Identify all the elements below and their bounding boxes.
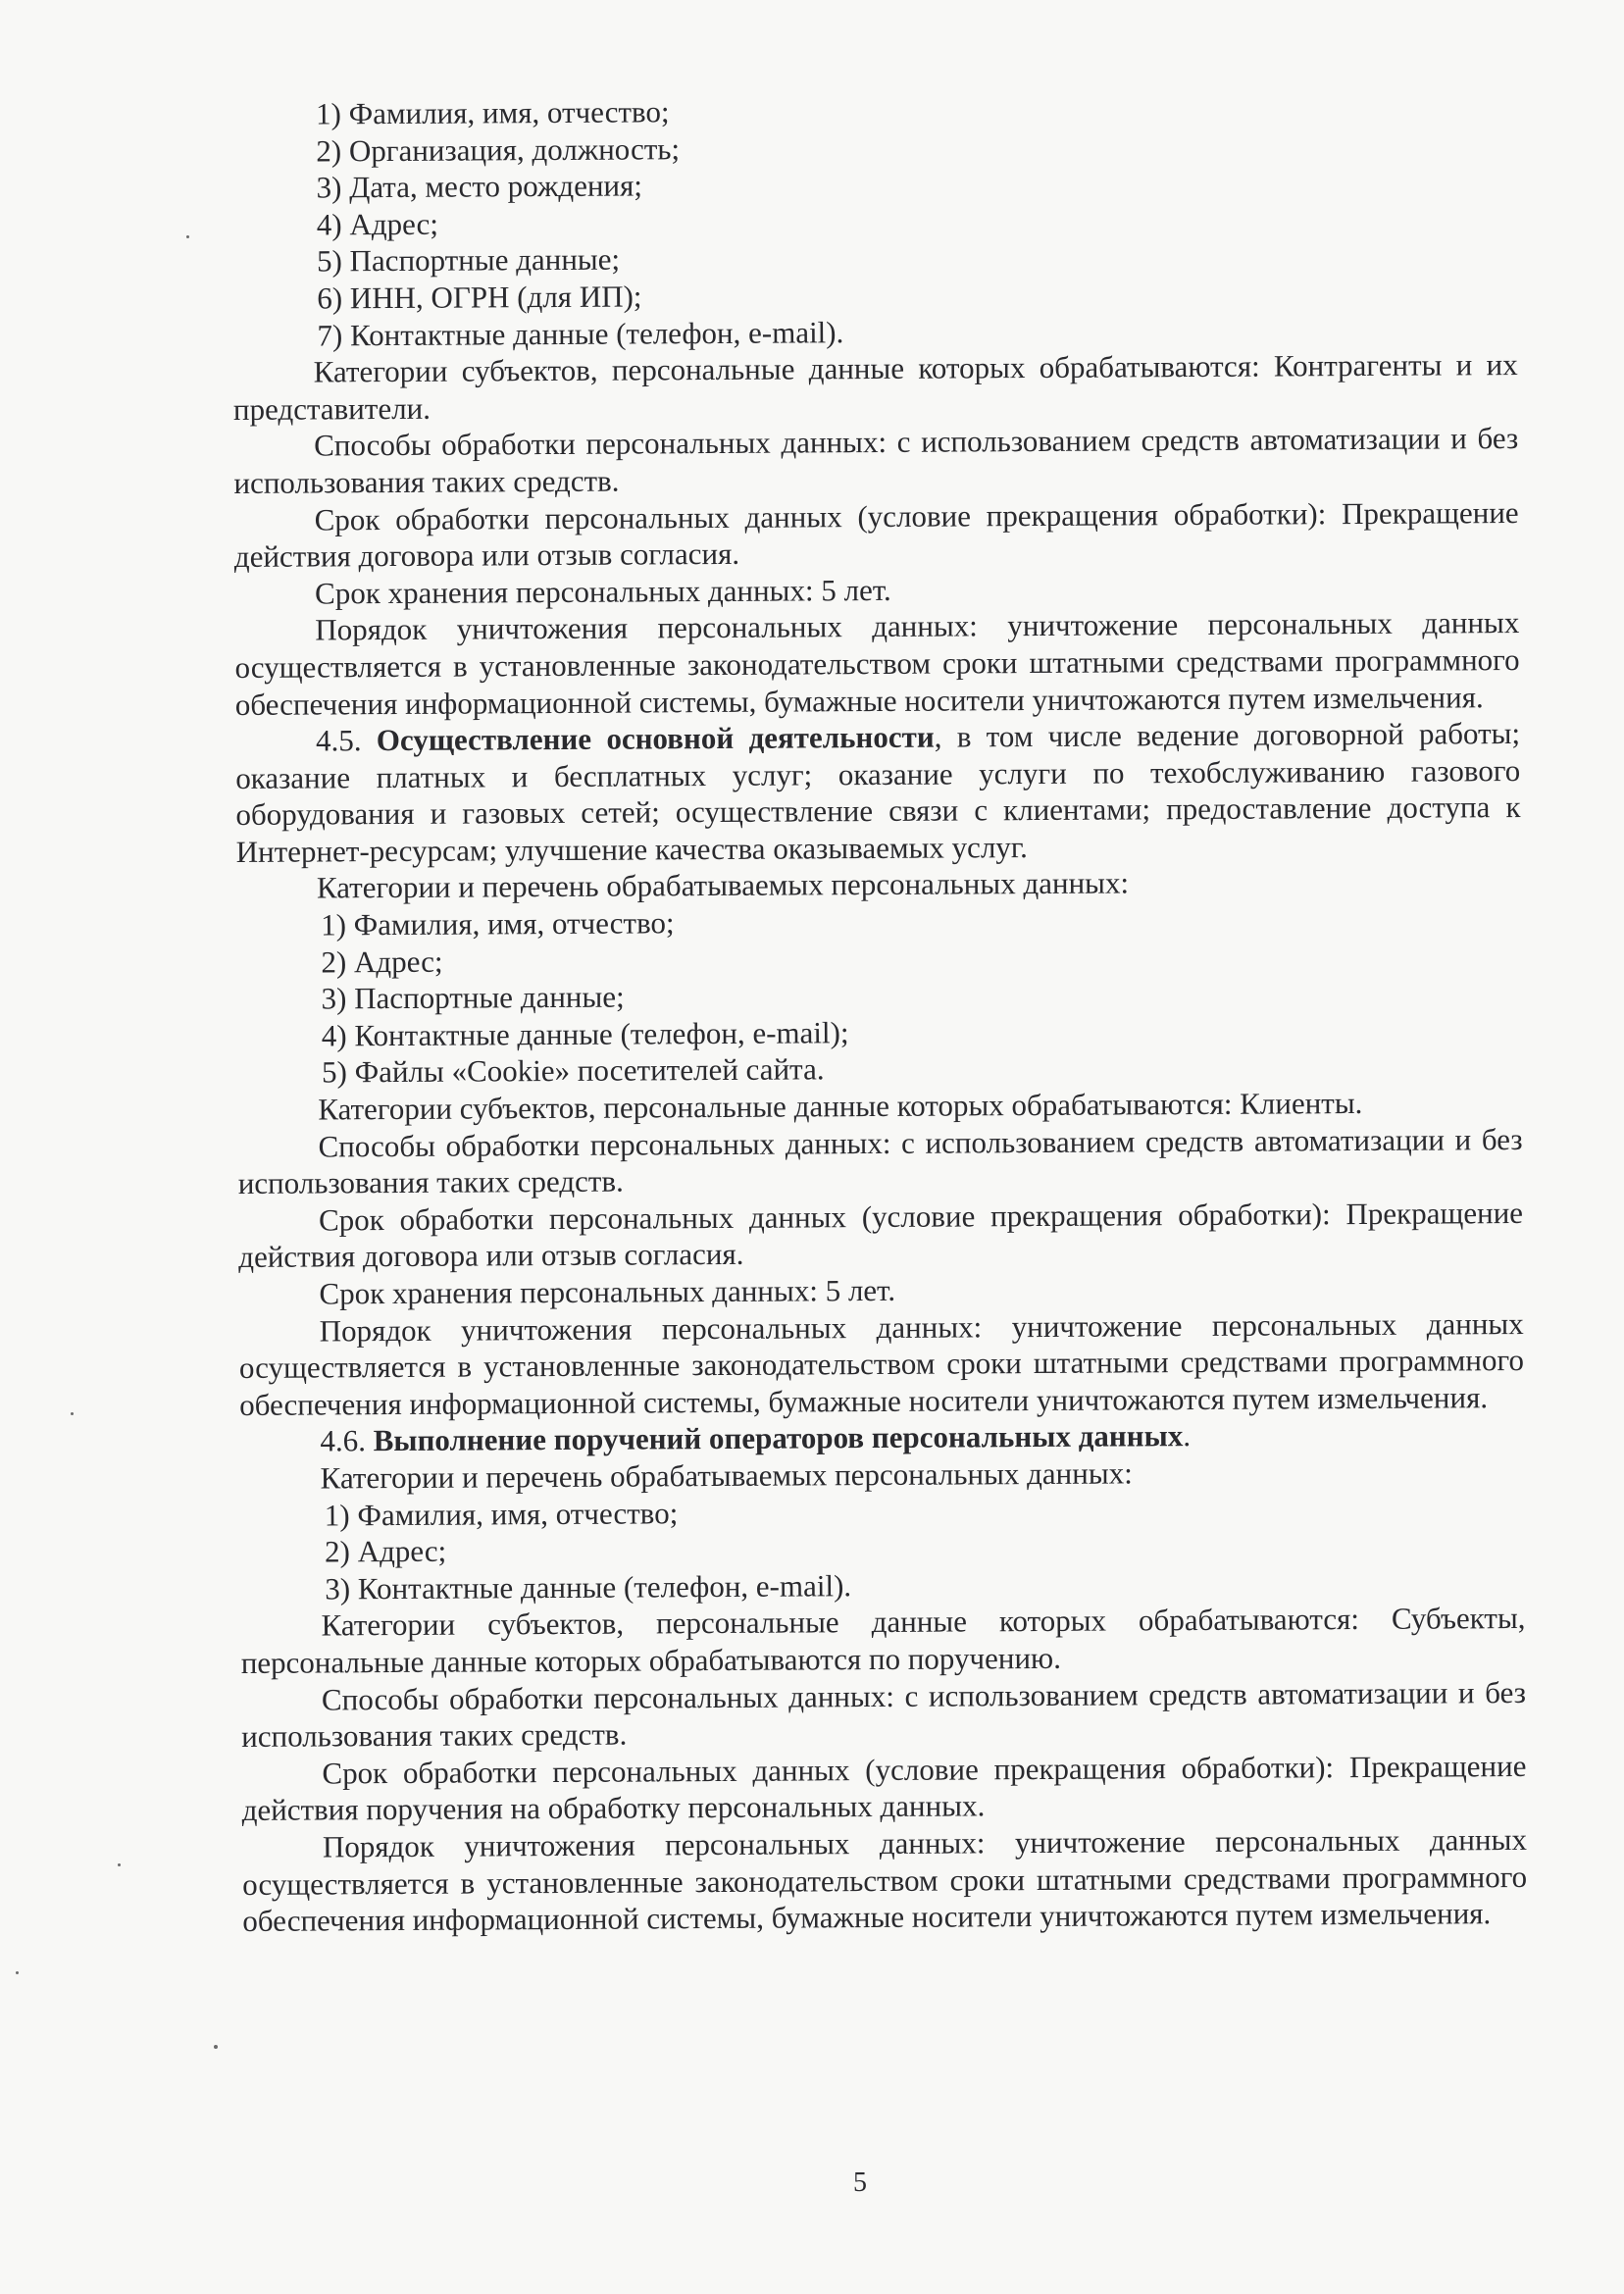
list-item: 3) Паспортные данные; bbox=[321, 979, 625, 1016]
list-item: 1) Фамилия, имя, отчество; bbox=[324, 1495, 679, 1533]
scan-speck bbox=[214, 2045, 218, 2049]
methods-paragraph: Способы обработки персональных данных: с использованием средств автоматизации и без использования таких средств. bbox=[237, 1121, 1523, 1201]
section-number: 4.5. bbox=[315, 723, 362, 758]
section-4-5-heading bbox=[235, 715, 1521, 870]
storage-paragraph: Срок хранения персональных данных: 5 лет. bbox=[314, 572, 891, 611]
methods-paragraph: Способы обработки персональных данных: с использованием средств автоматизации и без использования таких средств. bbox=[241, 1674, 1527, 1755]
section-title: Выполнение поручений операторов персональных данных bbox=[373, 1418, 1184, 1458]
list-heading: Категории и перечень обрабатываемых персональных данных: bbox=[316, 865, 1130, 905]
list-item: 6) ИНН, ОГРН (для ИП); bbox=[317, 279, 642, 316]
scan-speck bbox=[186, 235, 189, 238]
page-number: 5 bbox=[853, 2167, 867, 2198]
term-paragraph: Срок обработки персональных данных (условие прекращения обработки): Прекращение действия поручения на обработку персональных данных. bbox=[241, 1748, 1527, 1828]
section-title-end: . bbox=[1183, 1418, 1192, 1453]
scan-speck bbox=[16, 1971, 19, 1974]
subjects-paragraph: Категории субъектов, персональные данные которых обрабатываются: Субъекты, персональные данные которых обрабатываются по поручению. bbox=[240, 1601, 1526, 1680]
list-item: 3) Дата, место рождения; bbox=[316, 168, 643, 205]
subjects-paragraph: Категории субъектов, персональные данные которых обрабатываются: Клиенты. bbox=[318, 1086, 1363, 1127]
list-heading: Категории и перечень обрабатываемых персональных данных: bbox=[320, 1455, 1133, 1496]
destruction-paragraph: Порядок уничтожения персональных данных: уничтожение персональных данных осуществляется в установленные законодательством сроки штатными средствами программного обеспечения информационной системы, бумажные носители уничтожаются путем измельчения. bbox=[242, 1821, 1528, 1939]
destruction-paragraph: Порядок уничтожения персональных данных: уничтожение персональных данных осуществляется в установленные законодательством сроки штатными средствами программного обеспечения информационной системы, бумажные носители уничтожаются путем измельчения. bbox=[238, 1305, 1525, 1422]
term-paragraph: Срок обработки персональных данных (условие прекращения обработки): Прекращение действия договора или отзыв согласия. bbox=[233, 494, 1519, 575]
methods-paragraph: Способы обработки персональных данных: с использованием средств автоматизации и без использования таких средств. bbox=[233, 421, 1519, 500]
list-item: 4) Адрес; bbox=[316, 206, 439, 242]
scan-speck bbox=[118, 1863, 121, 1866]
list-item: 5) Файлы «Cookie» посетителей сайта. bbox=[321, 1051, 825, 1090]
list-item: 1) Фамилия, имя, отчество; bbox=[321, 905, 675, 943]
document-body bbox=[231, 88, 1527, 1940]
list-item: 4) Контактные данные (телефон, e-mail); bbox=[321, 1015, 849, 1053]
list-item: 1) Фамилия, имя, отчество; bbox=[316, 94, 670, 131]
term-paragraph: Срок обработки персональных данных (условие прекращения обработки): Прекращение действия договора или отзыв согласия. bbox=[238, 1195, 1524, 1275]
list-item: 2) Адрес; bbox=[324, 1533, 447, 1569]
scan-speck bbox=[71, 1412, 74, 1415]
section-title: Осуществление основной деятельности bbox=[376, 719, 935, 758]
subjects-paragraph: Категории субъектов, персональные данные которых обрабатываются: Контрагенты и их представители. bbox=[232, 347, 1518, 427]
section-number: 4.6. bbox=[320, 1423, 366, 1458]
list-item: 7) Контактные данные (телефон, e-mail). bbox=[317, 314, 844, 353]
list-item: 2) Адрес; bbox=[321, 943, 443, 980]
destruction-paragraph: Порядок уничтожения персональных данных: уничтожение персональных данных осуществляется в установленные законодательством сроки штатными средствами программного обеспечения информационной системы, бумажные носители уничтожаются путем измельчения. bbox=[234, 605, 1520, 722]
list-item: 2) Организация, должность; bbox=[316, 130, 681, 169]
list-item: 3) Контактные данные (телефон, e-mail). bbox=[325, 1567, 852, 1606]
section-description: , в том числе ведение договорной работы; оказание платных и бесплатных услуг; оказание услуги по техобслуживанию газового оборудования и газовых сетей; осуществление связи с клиентами; предоставление доступа к Интернет-ресурсам; улучшение качества оказываемых услуг. bbox=[235, 716, 1521, 869]
list-item: 5) Паспортные данные; bbox=[316, 241, 621, 279]
storage-paragraph: Срок хранения персональных данных: 5 лет. bbox=[319, 1272, 896, 1311]
